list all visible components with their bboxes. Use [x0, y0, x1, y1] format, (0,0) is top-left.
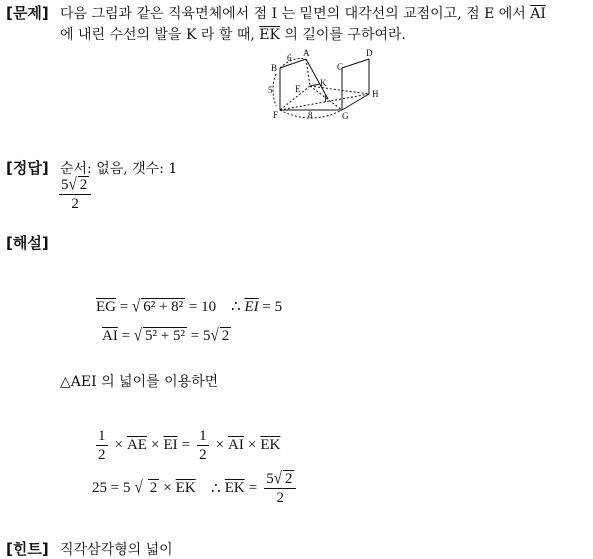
- result-fraction: $\frac{5√ 2}{2}$: [264, 470, 296, 506]
- point-h-label: H: [372, 89, 379, 99]
- answer-value: [56, 176, 94, 212]
- segment-ei-2: $\overline{EI}$: [163, 437, 178, 453]
- answer-label: [정답]: [6, 159, 49, 177]
- eq1-radicand: 6² + 8²: [143, 299, 184, 315]
- point-k-label: K: [320, 78, 327, 88]
- edge-label-6: 6: [287, 53, 292, 63]
- segment-ai: $\overline{AI}$: [530, 6, 546, 22]
- eq4-rad: 2: [149, 480, 158, 496]
- eq2-radicand: 5² + 5²: [145, 328, 185, 344]
- explanation-label: [해설]: [6, 234, 49, 252]
- eq2-rhs: = 5: [190, 328, 211, 344]
- explanation-text: △AEI 의 넓이를 이용하면: [60, 374, 219, 390]
- segment-ei: $\overline{EI}$: [244, 299, 259, 315]
- segment-ae: $\overline{AE}$: [126, 437, 147, 453]
- equation-result: 25 = 5 √ 2 × $\overline{EK}$ ∴ $\overline{EK}$ = $\frac{5√ 2}{2}$: [92, 470, 299, 506]
- answer-den: 2: [71, 196, 79, 212]
- point-g-label: G: [342, 111, 349, 121]
- segment-ek-4: $\overline{EK}$: [224, 479, 245, 496]
- answer-num: 5: [61, 177, 69, 193]
- point-a-label: A: [303, 48, 310, 58]
- equals-symbol: =: [248, 479, 258, 496]
- answer-meta: 순서: 없음, 갯수: 1: [60, 161, 178, 177]
- eq1-rhs: = 10: [188, 299, 217, 315]
- half-fraction-1: $\frac{1}{2}$: [98, 428, 106, 463]
- point-c-label: C: [337, 62, 344, 72]
- times-symbol: ×: [150, 437, 160, 453]
- segment-ek: $\overline{EK}$: [259, 27, 280, 43]
- segment-ai-3: $\overline{AI}$: [228, 437, 244, 453]
- point-b-label: B: [271, 63, 278, 73]
- point-e-label: E: [295, 84, 301, 94]
- times-symbol: ×: [163, 479, 172, 496]
- half-fraction-2: $\frac{1}{2}$: [199, 428, 207, 463]
- therefore-symbol: ∴: [231, 299, 241, 315]
- segment-ek-3: $\overline{EK}$: [175, 479, 196, 496]
- problem-line2-pre: 에 내린 수선의 발을 K 라 할 때,: [60, 27, 255, 43]
- times-symbol: ×: [215, 437, 225, 453]
- point-d-label: D: [366, 48, 373, 58]
- problem-label: [문제]: [6, 4, 49, 22]
- point-f-label: F: [273, 110, 279, 120]
- hint-label: [힌트]: [6, 540, 49, 558]
- problem-text-line2: [60, 24, 406, 44]
- problem-line1-text: 다음 그림과 같은 직육면체에서 점 I 는 밑면의 대각선의 교점이고, 점 E 에서: [60, 6, 526, 22]
- times-symbol: ×: [114, 437, 123, 453]
- hint-text: 직각삼각형의 넓이: [60, 542, 173, 558]
- answer-num-rad: 2: [79, 177, 88, 193]
- eq1-tail-value: = 5: [262, 299, 283, 315]
- segment-ai-2: $\overline{AI}$: [102, 328, 118, 344]
- problem-line2-post: 의 길이를 구하여라.: [284, 27, 406, 43]
- equals-symbol: =: [181, 437, 191, 453]
- equation-ai: $\overline{AI}$ = √ 5² + 5² = 5√ 2: [102, 326, 230, 346]
- point-i-label: I: [324, 94, 327, 104]
- answer-fraction: $\frac{5√ 2}{2}$: [59, 176, 91, 212]
- segment-eg: $\overline{EG}$: [96, 299, 116, 315]
- times-symbol: ×: [247, 437, 257, 453]
- problem-text-line1: [60, 3, 546, 23]
- eq4-lhs: 25 = 5: [92, 479, 131, 496]
- therefore-symbol: ∴: [211, 480, 221, 497]
- segment-ek-2: $\overline{EK}$: [260, 437, 281, 453]
- edge-label-8: 8: [308, 110, 313, 120]
- equation-eg: $\overline{EG}$ = √ 6² + 8² = 10 ∴ $\overline{EI} = 5$: [96, 297, 283, 317]
- edge-label-5: 5: [268, 85, 273, 95]
- eq2-rhs-rad: 2: [221, 328, 230, 344]
- equation-area: [93, 428, 280, 463]
- cuboid-figure: [262, 44, 387, 122]
